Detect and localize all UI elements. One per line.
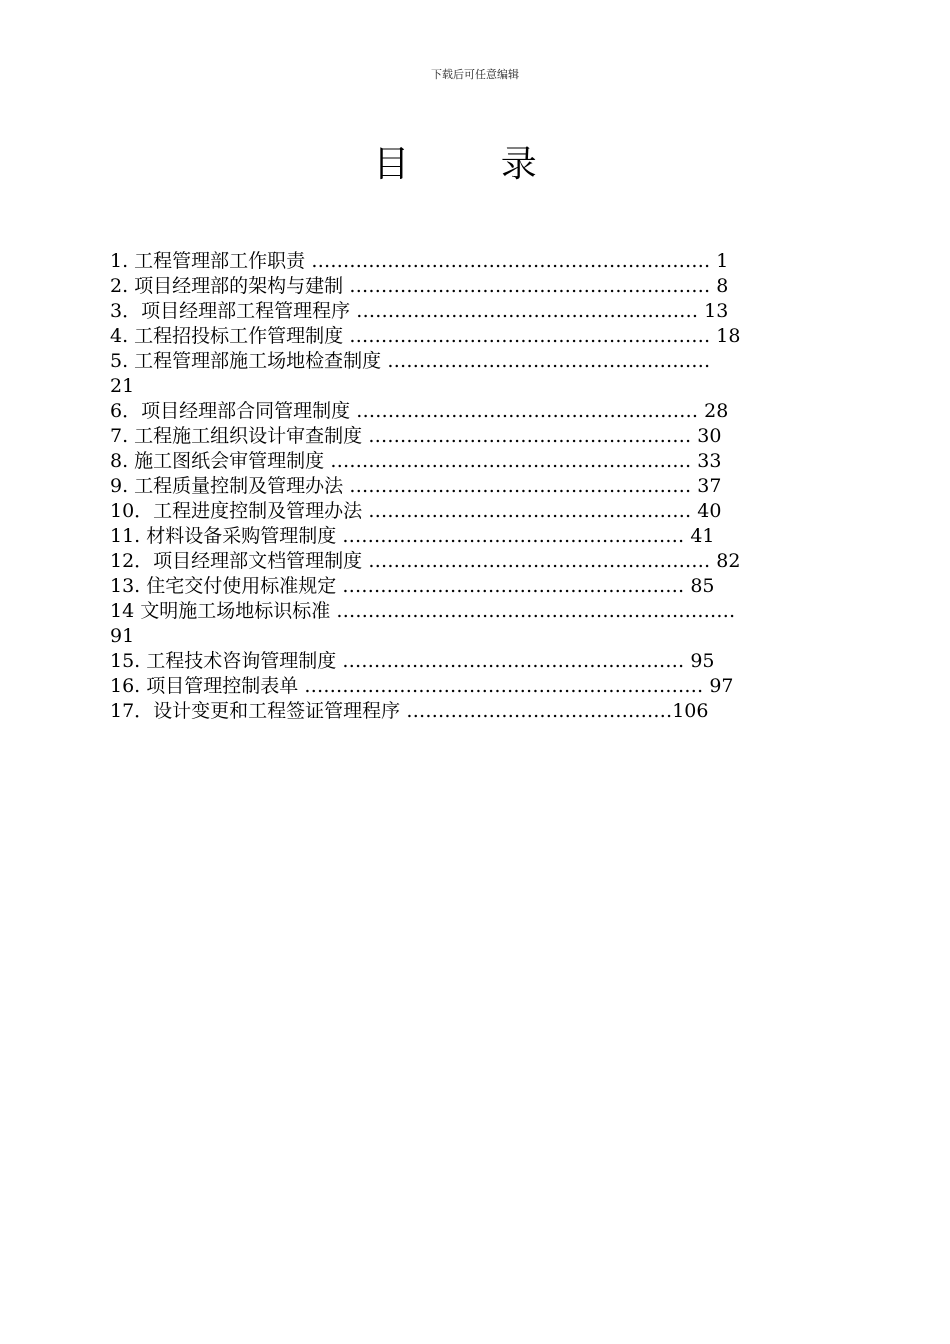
toc-entry: 7. 工程施工组织设计审查制度 …………………………………………… 30 — [110, 425, 722, 447]
table-of-contents — [110, 249, 850, 724]
toc-entry: 3．项目经理部工程管理程序 ……………………………………………… 13 — [110, 300, 729, 322]
toc-entry: 9. 工程质量控制及管理办法 ……………………………………………… 37 — [110, 475, 722, 497]
toc-entry: 1. 工程管理部工作职责 ……………………………………………………… 1 — [110, 250, 729, 272]
toc-entry: 11. 材料设备采购管理制度 ……………………………………………… 41 — [110, 525, 715, 547]
toc-entry: 13. 住宅交付使用标准规定 ……………………………………………… 85 — [110, 575, 715, 597]
toc-entry: 14 文明施工场地标识标准 ……………………………………………………… — [110, 600, 736, 622]
toc-entry: 15. 工程技术咨询管理制度 ……………………………………………… 95 — [110, 650, 715, 672]
toc-entry: 91 — [110, 625, 135, 647]
toc-entry: 4. 工程招投标工作管理制度 ………………………………………………… 18 — [110, 325, 741, 347]
toc-entry: 2. 项目经理部的架构与建制 ………………………………………………… 8 — [110, 275, 729, 297]
toc-entry: 21 — [110, 375, 135, 397]
toc-entry: 17．设计变更和工程签证管理程序 ……………………………………106 — [110, 700, 709, 722]
toc-entry: 16. 项目管理控制表单 ……………………………………………………… 97 — [110, 675, 734, 697]
toc-entry: 6．项目经理部合同管理制度 ……………………………………………… 28 — [110, 400, 729, 422]
header-note: 下载后可任意编辑 — [431, 68, 519, 81]
toc-entry: 8. 施工图纸会审管理制度 ………………………………………………… 33 — [110, 450, 722, 472]
page-title: 目 录 — [373, 144, 577, 185]
toc-entry: 12．项目经理部文档管理制度 ……………………………………………… 82 — [110, 550, 741, 572]
toc-entry: 10．工程进度控制及管理办法 …………………………………………… 40 — [110, 500, 722, 522]
toc-entry: 5. 工程管理部施工场地检查制度 …………………………………………… — [110, 350, 711, 372]
